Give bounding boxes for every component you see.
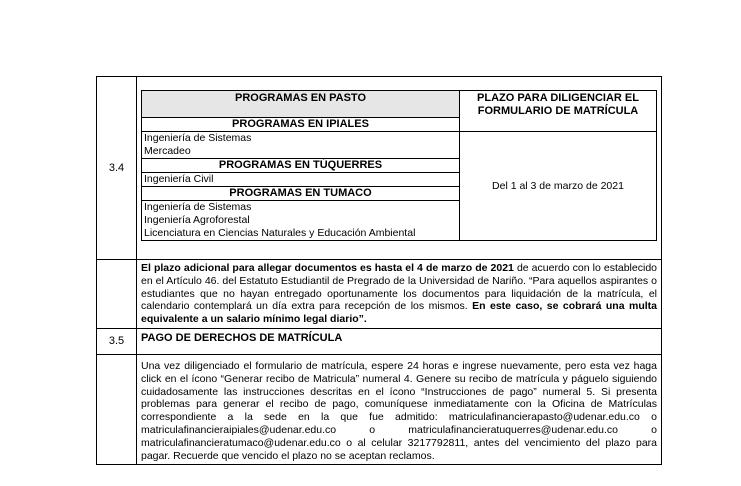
row-additional-docs <box>97 260 662 329</box>
fine-text: En este caso, se cobrará una multa equivalente a un salario mínimo legal diario”. <box>141 300 657 326</box>
section-title: PAGO DE DERECHOS DE MATRÍCULA <box>141 331 343 344</box>
list-item: Ingeniería Agroforestal <box>144 214 250 226</box>
document-table <box>96 76 662 465</box>
list-item: Ingeniería de Sistemas <box>144 132 252 144</box>
list-item: Ingeniería de Sistemas <box>144 201 252 213</box>
list-item: Mercadeo <box>144 145 191 157</box>
row-3-5 <box>97 328 662 354</box>
row-payment-instructions <box>97 354 662 464</box>
row-number: 3.5 <box>97 328 137 354</box>
section-title-tuquerres: PROGRAMAS EN TÚQUERRES <box>142 159 460 173</box>
list-item: Licenciatura en Ciencias Naturales y Educación Ambiental <box>144 227 416 239</box>
row-content <box>137 354 662 464</box>
deadline-text: El plazo adicional para allegar documentos es hasta el 4 de marzo de 2021 <box>141 262 514 274</box>
row-content <box>137 328 662 354</box>
row-number <box>97 354 137 464</box>
row-number <box>97 260 137 329</box>
list-item: Ingeniería Civil <box>144 173 214 185</box>
row-number: 3.4 <box>97 77 137 260</box>
row-3-4 <box>97 77 662 260</box>
payment-instructions-paragraph: Una vez diligenciado el formulario de matrícula, espere 24 horas e ingrese nuevamente, pero esta vez haga click en el ícono “Generar recibo de Matricula” numeral 4. Genere su recibo de matrícula y páguelo siguiendo cuidadosamente las instrucciones descritas en el ícono “Instrucciones de pago” numeral 5. Si presenta problemas para generar el recibo de pago, comuníquese inmediatamente con la Oficina de Matrículas correspondiente a la sede en la que fue admitido: matriculafinancierapasto@udenar.edu.co o matriculafinancieraipiales@udenar.edu.co o matriculafinancieratuquerres@udenar.edu.co o matriculafinancieratumaco@udenar.edu.co o al celular 3217792811, antes del vencimiento del plazo para pagar. Recuerde que vencido el plazo no se aceptan reclamos. <box>141 359 657 462</box>
header-programs: PROGRAMAS EN PASTO <box>142 91 460 118</box>
additional-docs-paragraph <box>137 260 661 328</box>
row-content <box>137 77 662 260</box>
section-items-ipiales <box>142 132 460 159</box>
section-items-tuquerres <box>142 173 460 187</box>
plazo-value: Del 1 al 3 de marzo de 2021 <box>460 132 657 241</box>
section-items-tumaco <box>142 201 460 241</box>
row-content <box>137 260 662 329</box>
paragraph-text: de acuerdo con lo establecido en el Artículo 46. del Estatuto Estudiantil de Pregrado de la Universidad de Nariño. “Para aquellos aspirantes o estudiantes que no hayan entregado oportunamente los documentos para liquidación de la matrícula, el calendario contemplará un día extra para recepción de los mismos. <box>141 262 657 313</box>
section-title-tumaco: PROGRAMAS EN TUMACO <box>142 187 460 201</box>
section-title-ipiales: PROGRAMAS EN IPIALES <box>142 118 460 132</box>
header-plazo: PLAZO PARA DILIGENCIAR EL FORMULARIO DE MATRÍCULA <box>460 91 657 132</box>
programs-table <box>141 90 657 241</box>
